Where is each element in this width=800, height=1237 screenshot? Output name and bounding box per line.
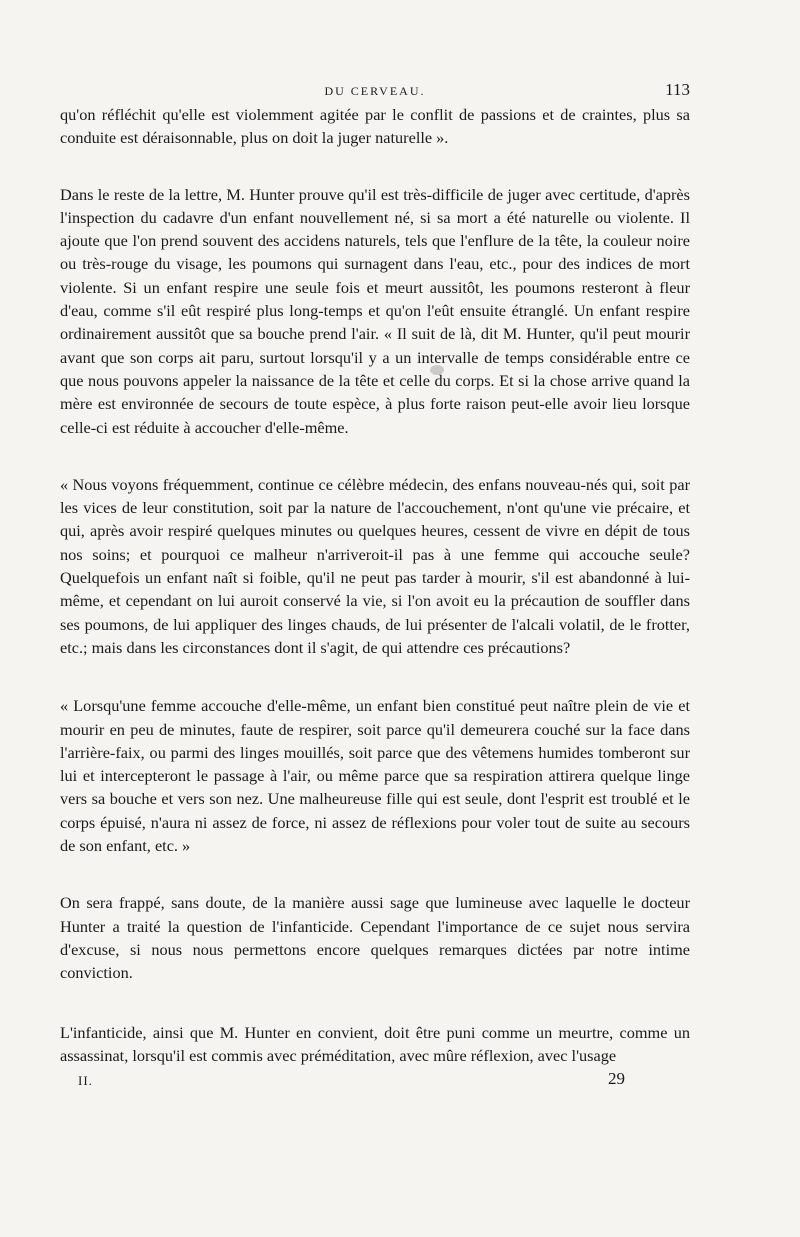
page-footer [60,1069,690,1095]
ink-stain [430,365,444,375]
paragraph-4: « Lorsqu'une femme accouche d'elle-même, un enfant bien constitué peut naître plein de vie et mourir en peu de minutes, faute de respirer, soit parce qu'il demeurera couché sur la face dans l'arrière-faix, ou parmi des linges mouillés, soit parce que des vêtemens humides tomberont sur lui et intercepteront le passage à l'air, ou même parce que sa respiration attirera quelque linge vers sa bouche et vers son nez. Une malheureuse fille qui est seule, dont l'esprit est troublé et le corps épuisé, n'aura ni assez de force, ni assez de réflexions pour voler tout de suite au secours de son enfant, etc. » [60,696,690,856]
page-number: 113 [665,80,690,99]
body-text [60,103,690,1067]
paragraph-1: qu'on réfléchit qu'elle est violemment agitée par le conflit de passions et de craintes, plus sa conduite est déraisonnable, plus on doit la juger naturelle ». [60,105,690,148]
running-title: DU CERVEAU. [324,84,426,98]
running-head [60,80,690,102]
paragraph-5: On sera frappé, sans doute, de la manière aussi sage que lumineuse avec laquelle le docteur Hunter a traité la question de l'infanticide. Cependant l'importance de ce sujet nous servira d'excuse, si nous nous permettons encore quelques remarques dictées par notre intime conviction. [60,893,690,983]
paragraph-3: « Nous voyons fréquemment, continue ce célèbre médecin, des enfans nouveau-nés qui, soit par les vices de leur constitution, soit par la nature de l'accouchement, n'ont qu'une vie précaire, et qui, après avoir respiré quelques minutes ou quelques heures, cessent de vivre en dépit de tous nos soins; et pourquoi ce malheur n'arriveroit-il pas à une femme qui accouche seule? Quelquefois un enfant naît si foible, qu'il ne peut pas tarder à mourir, s'il est abandonné à lui-même, et cependant on lui auroit conservé la vie, si l'on avoit eu la précaution de souffler dans ses poumons, de lui appliquer des linges chauds, de lui présenter de l'alcali volatil, de le frotter, etc.; mais dans les circonstances dont il s'agit, de qui attendre ces précautions? [60,474,690,657]
paragraph-2: Dans le reste de la lettre, M. Hunter prouve qu'il est très-difficile de juger avec certitude, d'après l'inspection du cadavre d'un enfant nouvellement né, si sa mort a été naturelle ou violente. Il ajoute que l'on prend souvent des accidens naturels, tels que l'enflure de la tête, la couleur noire ou très-rouge du visage, les poumons qui surnagent dans l'eau, etc., pour des indices de mort violente. Si un enfant respire une seule fois et meurt aussitôt, les poumons resteront à fleur d'eau, comme s'il eût respiré plus long-temps et qu'on l'eût ensuite étranglé. Un enfant respire ordinairement aussitôt que sa bouche prend l'air. « Il suit de là, dit M. Hunter, qu'il peut mourir avant que son corps ait paru, surtout lorsqu'il y a un intervalle de temps considérable entre ce que nous pouvons appeler la naissance de la tête et celle du corps. Et si la chose arrive quand la mère est environnée de secours de toute espèce, à plus forte raison peut-elle avoir lieu lorsque celle-ci est réduite à accoucher d'elle-même. [60,184,690,437]
sheet-number: 29 [608,1069,625,1088]
signature-mark: II. [78,1073,93,1088]
paragraph-6: L'infanticide, ainsi que M. Hunter en convient, doit être puni comme un meurtre, comme un assassinat, lorsqu'il est commis avec préméditation, avec mûre réflexion, avec l'usage [60,1022,690,1065]
